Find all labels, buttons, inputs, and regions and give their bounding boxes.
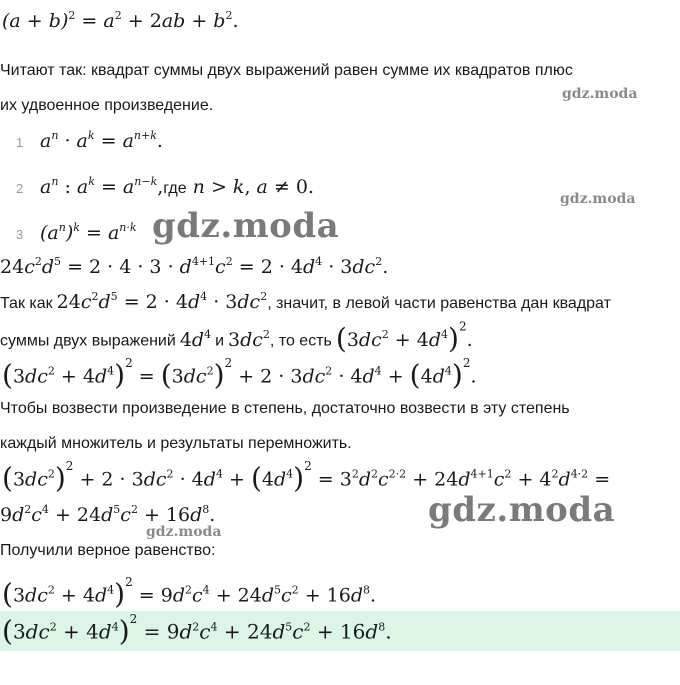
rule-1: 1 $a^n \cdot a^k = a^{n+k}$. bbox=[0, 130, 163, 152]
rule-2: 2 $a^n$ : $a^k = a^{n-k},где$ n > k, a ≠ 0. bbox=[0, 176, 314, 198]
watermark-small: gdz.moda bbox=[146, 524, 222, 540]
where-word: где bbox=[163, 180, 187, 197]
result-formula: $(3dc^2 + 4d^4)^2 = 9d^2c^4 + 24d^5c^2 + 16d^8$. bbox=[2, 575, 377, 611]
calc-line-1: $(3dc^2)^2 + 2 \cdot 3dc^2 \cdot 4d^4 + (4d^4)^2 = 3^2d^2c^{2\cdot 2} + 24d^{4+1}c^2 + 4^2d^{4\cdot 2}$ = bbox=[2, 459, 611, 495]
rule-3: 3 $(a^n)^k = a^{n\cdot k}$ bbox=[0, 222, 137, 244]
got-true-text: Получили верное равенство: bbox=[0, 542, 216, 559]
answer-formula: $(3dc^2 + 4d^4)^2 = 9d^2c^4 + 24d^5c^2 + 16d^8$. bbox=[2, 612, 392, 648]
since-prefix: Так как bbox=[0, 295, 53, 312]
square-of-sum-formula: $(a + b)^2 = a^2 + 2ab + b^2$. bbox=[2, 8, 239, 32]
power-rule-line-1: Чтобы возвести произведение в степень, достаточно возвести в эту степень bbox=[0, 400, 570, 417]
watermark-big: gdz.moda bbox=[428, 490, 616, 530]
watermark-small: gdz.moda bbox=[560, 191, 636, 207]
expand-square-formula: $(3dc^2 + 4d^4)^2 = (3dc^2)^2 + 2 \cdot 3dc^2 \cdot 4d^4 + (4d^4)^2$. bbox=[2, 356, 477, 392]
calc-line-2: $9d^2c^4 + 24d^5c^2 + 16d^8$. bbox=[0, 502, 216, 526]
sum-line: суммы двух выражений $4d^4$ и $3dc^2$, то есть $(3dc^2 + 4d^4)^2$. bbox=[0, 319, 473, 355]
sum-prefix: суммы двух выражений bbox=[0, 332, 176, 350]
rule-number: 3 bbox=[16, 227, 24, 242]
expand-24-formula: $24c^2d^5 = 2 \cdot 4 \cdot 3 \cdot d^{4+1}c^2 = 2 \cdot 4d^4 \cdot 3dc^2$. bbox=[0, 254, 389, 278]
watermark-big: gdz.moda bbox=[152, 206, 340, 246]
read-as-text-line-1: Читают так: квадрат суммы двух выражений равен сумме их квадратов плюс bbox=[0, 62, 573, 79]
sum-that-is: , то есть bbox=[269, 332, 332, 350]
since-suffix: , значит, в левой части равенства дан квадрат bbox=[267, 295, 611, 312]
power-rule-line-2: каждый множитель и результаты перемножить. bbox=[0, 435, 352, 452]
sum-and: и bbox=[215, 332, 225, 350]
read-as-text-line-2: их удвоенное произведение. bbox=[0, 97, 214, 114]
rule-number: 1 bbox=[16, 135, 24, 150]
rule-number: 2 bbox=[16, 181, 24, 196]
watermark-small: gdz.moda bbox=[562, 86, 638, 102]
since-line: Так как $24c^2d^5 = 2 \cdot 4d^4 \cdot 3dc^2$, значит, в левой части равенства дан квадрат bbox=[0, 289, 611, 313]
